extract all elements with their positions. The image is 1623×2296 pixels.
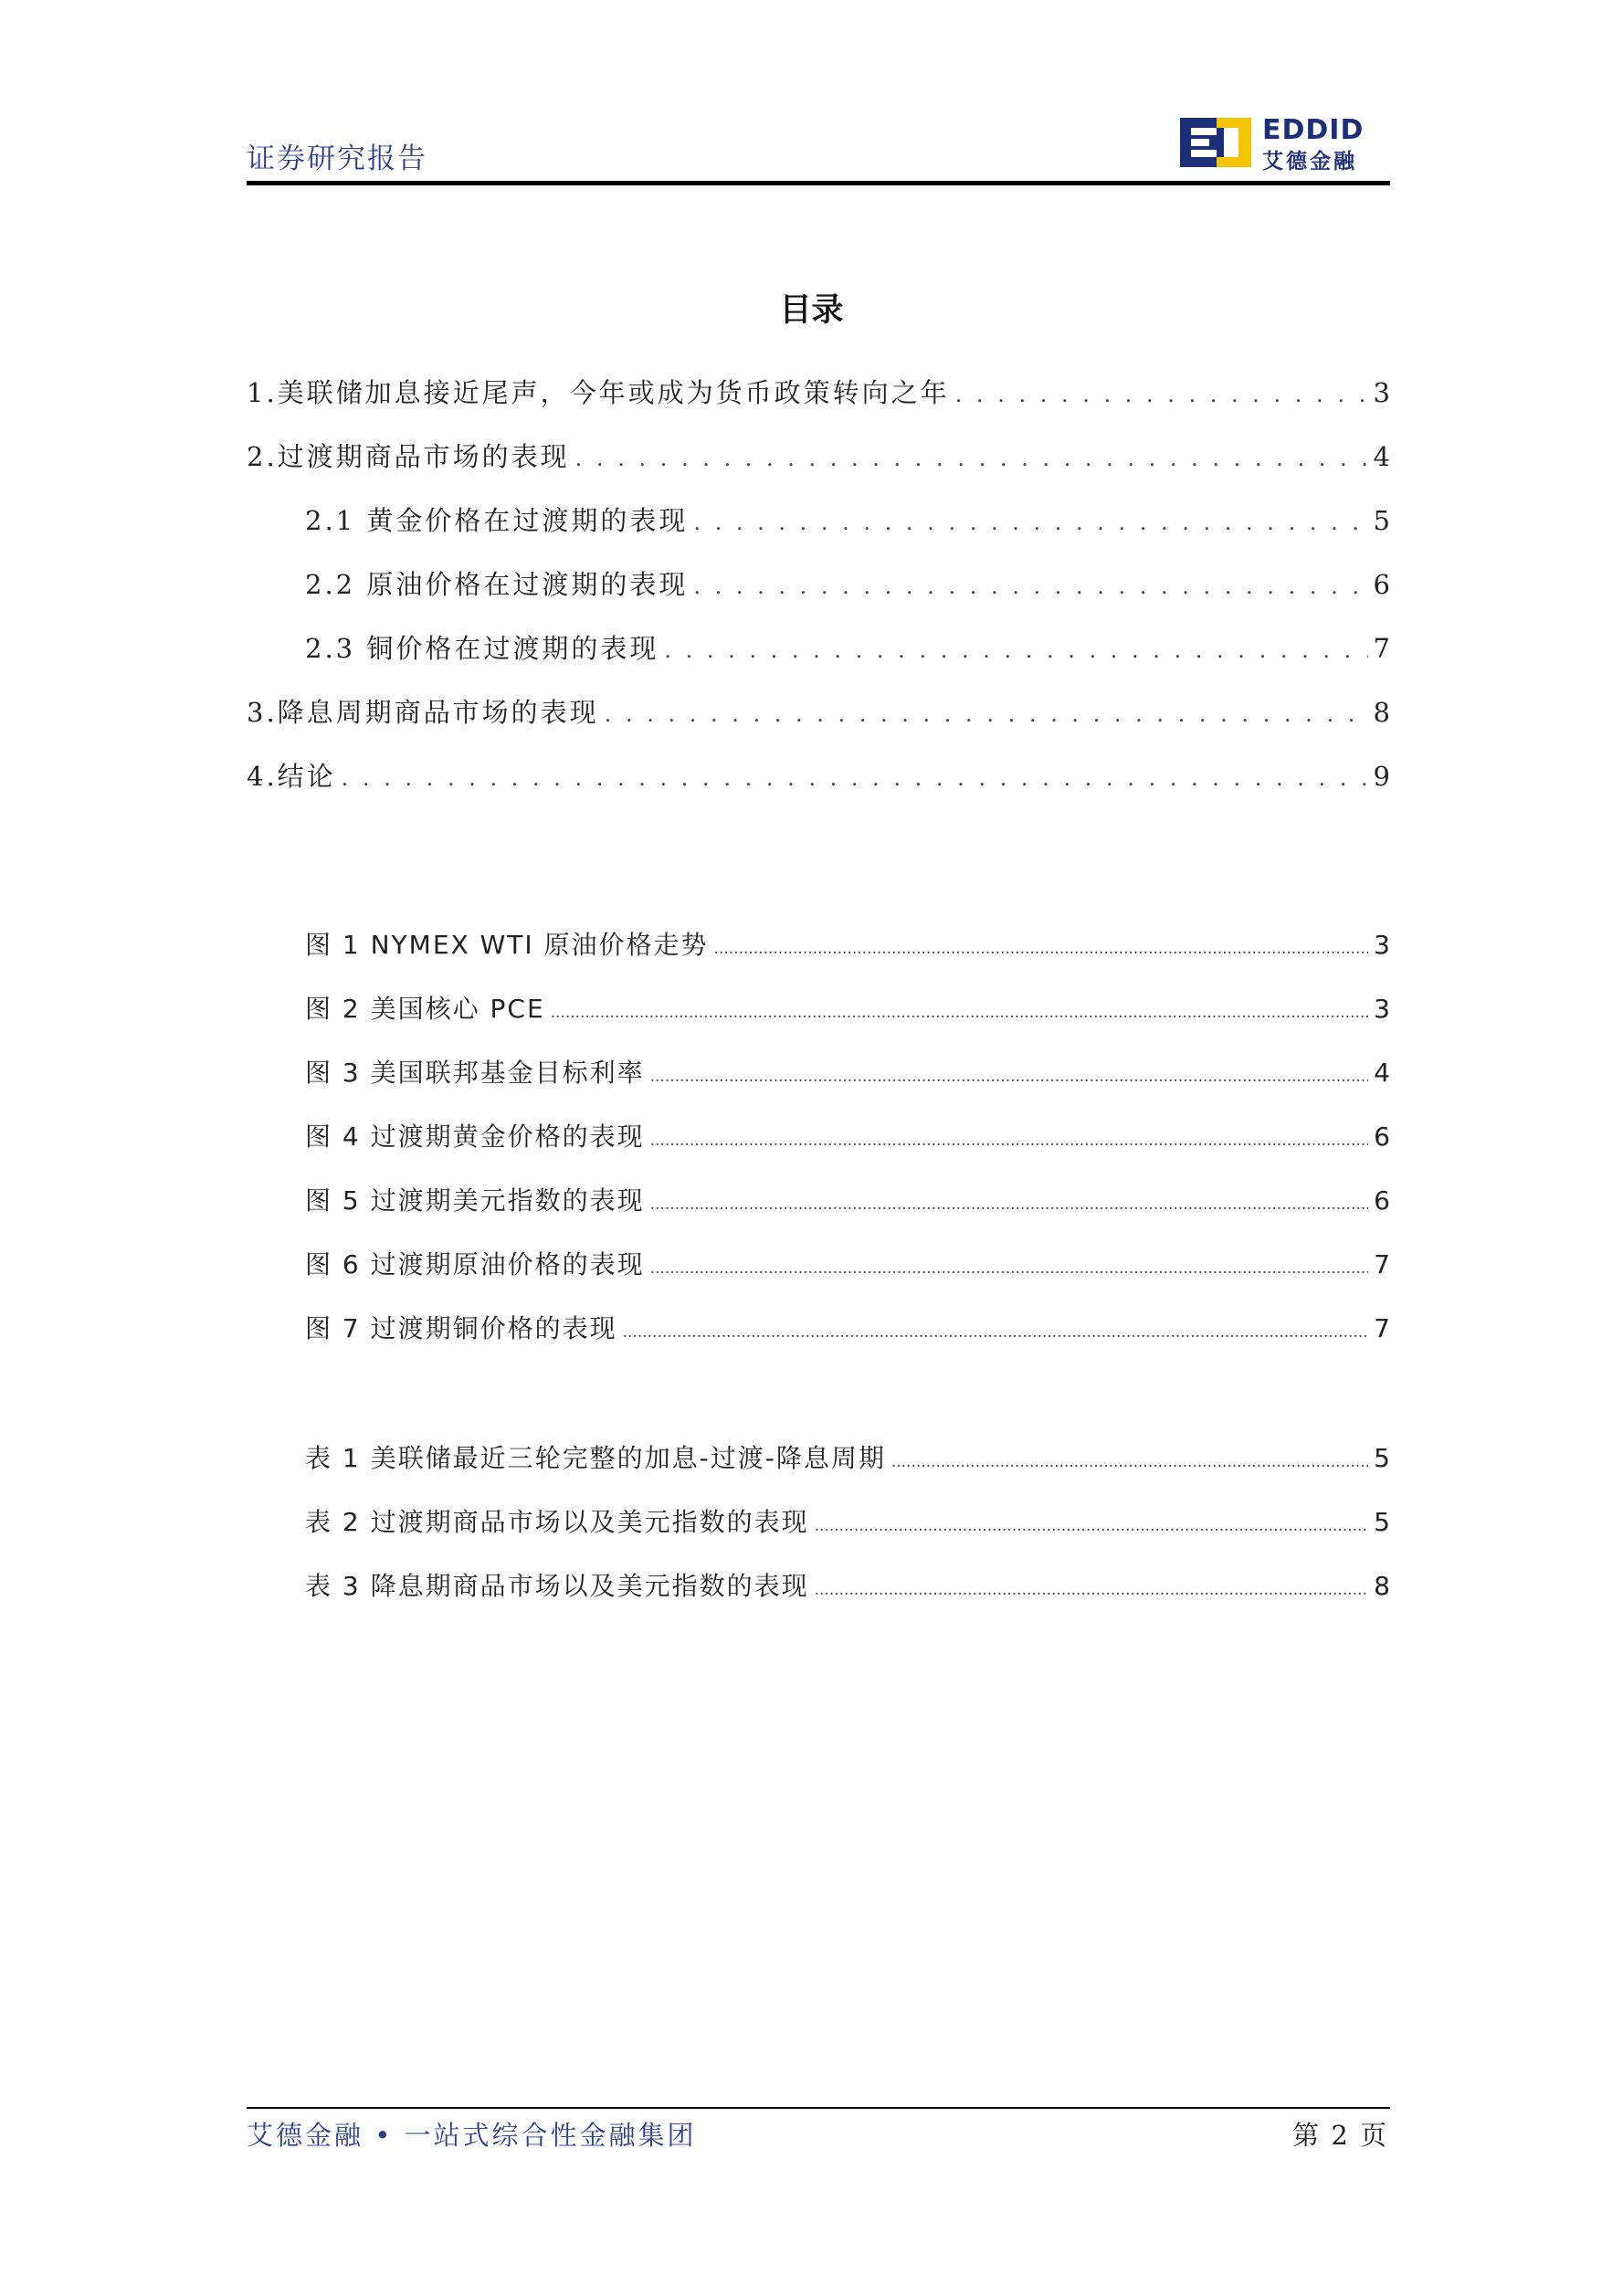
logo-text-cn: 艾德金融 xyxy=(1262,150,1357,174)
toc-entry-label: 2.3 铜价格在过渡期的表现 xyxy=(305,633,659,664)
table-entry-page: 5 xyxy=(1374,1507,1390,1537)
figure-entry-label: 图 2 美国核心 PCE xyxy=(305,994,545,1024)
toc-leader xyxy=(342,765,1368,791)
table-list-entry[interactable] xyxy=(305,1566,1390,1606)
eddid-logo xyxy=(1180,114,1390,174)
figure-leader xyxy=(650,1259,1369,1278)
report-type-label: 证券研究报告 xyxy=(247,142,427,175)
figure-entry-page: 7 xyxy=(1374,1313,1390,1343)
table-entry-label: 表 1 美联储最近三轮完整的加息-过渡-降息周期 xyxy=(305,1443,886,1473)
footer-divider xyxy=(247,2107,1390,2109)
figure-leader xyxy=(650,1195,1369,1214)
toc-entry[interactable] xyxy=(247,756,1390,796)
toc-leader xyxy=(575,446,1368,471)
figure-entry-label: 图 6 过渡期原油价格的表现 xyxy=(305,1249,645,1280)
toc-entry[interactable] xyxy=(247,692,1390,732)
table-list-entry[interactable] xyxy=(305,1438,1390,1479)
toc-title: 目录 xyxy=(779,292,844,329)
toc-entry-label: 2.过渡期商品市场的表现 xyxy=(247,441,570,472)
figure-leader xyxy=(551,1004,1369,1022)
figure-entry-page: 3 xyxy=(1374,994,1390,1024)
toc-leader xyxy=(693,574,1367,599)
toc-entry-page: 7 xyxy=(1373,633,1390,664)
table-entry-label: 表 3 降息期商品市场以及美元指数的表现 xyxy=(305,1571,809,1601)
toc-entry[interactable] xyxy=(305,500,1390,541)
figure-entry-label: 图 7 过渡期铜价格的表现 xyxy=(305,1313,617,1343)
header-divider xyxy=(247,181,1390,185)
figure-entry-page: 3 xyxy=(1374,930,1390,960)
toc-leader xyxy=(605,701,1368,727)
toc-entry-page: 4 xyxy=(1373,441,1390,472)
figure-entry-label: 图 1 NYMEX WTI 原油价格走势 xyxy=(305,930,709,960)
toc-leader xyxy=(664,637,1367,663)
toc-entry[interactable] xyxy=(305,628,1390,669)
toc-entry[interactable] xyxy=(247,437,1390,477)
table-list-entry[interactable] xyxy=(305,1502,1390,1543)
figure-entry-label: 图 3 美国联邦基金目标利率 xyxy=(305,1058,645,1088)
table-entry-page: 5 xyxy=(1374,1443,1390,1473)
figure-list-entry[interactable] xyxy=(305,925,1390,965)
page-number: 第 2 页 xyxy=(1292,2120,1388,2151)
figure-entry-page: 6 xyxy=(1374,1122,1390,1152)
figure-leader xyxy=(623,1323,1369,1342)
toc-entry-label: 2.1 黄金价格在过渡期的表现 xyxy=(305,505,689,536)
toc-entry-page: 8 xyxy=(1373,697,1390,728)
figure-entry-label: 图 4 过渡期黄金价格的表现 xyxy=(305,1122,645,1152)
toc-entry[interactable] xyxy=(305,564,1390,605)
table-leader xyxy=(815,1517,1369,1535)
figure-list-entry[interactable] xyxy=(305,1245,1390,1285)
footer-slogan: 艾德金融 • 一站式综合性金融集团 xyxy=(247,2120,697,2151)
figure-entry-page: 7 xyxy=(1374,1249,1390,1280)
figure-leader xyxy=(650,1068,1369,1086)
toc-entry-label: 1.美联储加息接近尾声，今年或成为货币政策转向之年 xyxy=(247,377,950,408)
figure-list-entry[interactable] xyxy=(305,1181,1390,1221)
table-entry-page: 8 xyxy=(1374,1571,1390,1601)
toc-entry-page: 6 xyxy=(1373,569,1390,600)
toc-entry-page: 9 xyxy=(1373,761,1390,792)
figure-list-entry[interactable] xyxy=(305,1117,1390,1157)
eddid-logo-mark-icon xyxy=(1180,118,1251,167)
figure-list-entry[interactable] xyxy=(305,1053,1390,1093)
figure-entry-label: 图 5 过渡期美元指数的表现 xyxy=(305,1185,645,1216)
toc-entry-page: 5 xyxy=(1373,505,1390,536)
toc-leader xyxy=(693,510,1367,535)
toc-entry-label: 3.降息周期商品市场的表现 xyxy=(247,697,599,728)
toc-entry-label: 2.2 原油价格在过渡期的表现 xyxy=(305,569,689,600)
table-leader xyxy=(815,1581,1369,1599)
toc-leader xyxy=(955,382,1368,407)
figure-list-entry[interactable] xyxy=(305,989,1390,1029)
toc-entry-page: 3 xyxy=(1373,377,1390,408)
figure-list-entry[interactable] xyxy=(305,1309,1390,1349)
figure-entry-page: 6 xyxy=(1374,1185,1390,1216)
logo-text-en: EDDID xyxy=(1262,114,1365,146)
toc-entry[interactable] xyxy=(247,373,1390,413)
figure-leader xyxy=(650,1132,1369,1150)
table-entry-label: 表 2 过渡期商品市场以及美元指数的表现 xyxy=(305,1507,809,1537)
table-leader xyxy=(891,1453,1368,1471)
toc-entry-label: 4.结论 xyxy=(247,761,336,792)
figure-entry-page: 4 xyxy=(1374,1058,1390,1088)
figure-leader xyxy=(714,940,1369,958)
